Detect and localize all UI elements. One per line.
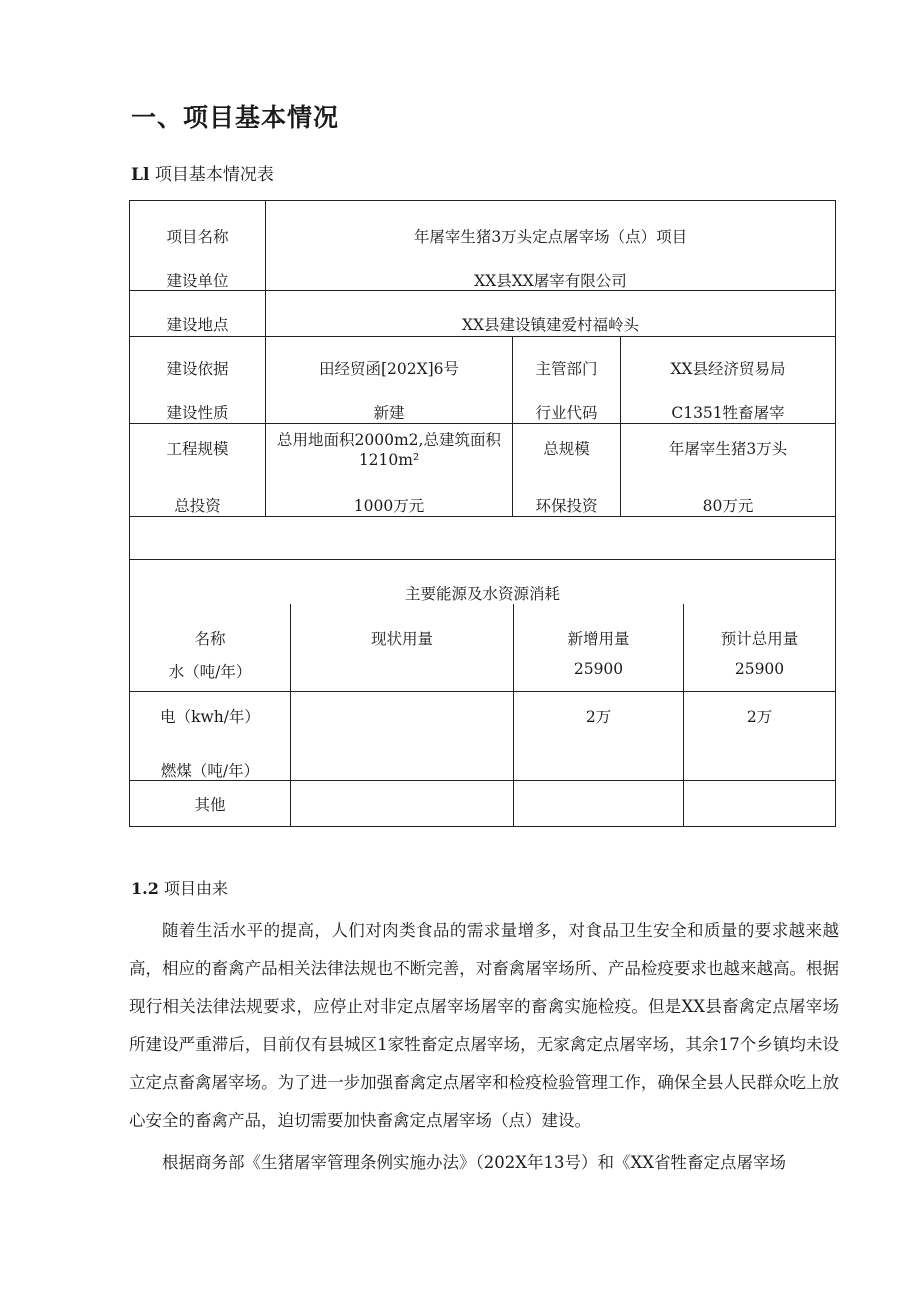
dept-label: 主管部门 [535,360,598,378]
investment-value: 1000万元 [353,497,425,515]
nature-value: 新建 [373,404,405,422]
total-scale-label: 总规模 [543,440,590,458]
dept-value: XX县经济贸易局 [670,360,786,378]
nature-label: 建设性质 [166,404,229,422]
unit-value: XX县XX屠宰有限公司 [474,272,627,290]
section-title: 项目由来 [163,879,228,898]
row-other-name: 其他 [194,796,226,814]
total-scale-value: 年屠宰生猪3万头 [668,440,788,458]
basis-value: 田经贸函[202X]6号 [318,360,460,378]
section-1-1-heading [131,160,274,185]
section-number: Ll [131,165,150,185]
col-name-header: 名称 [194,630,226,648]
section-1-2-heading [131,876,228,899]
row-water-total: 25900 [734,660,785,678]
section-title: 项目基本情况表 [154,165,274,185]
industry-label: 行业代码 [535,404,598,422]
unit-label: 建设单位 [166,272,229,290]
env-invest-label: 环保投资 [535,497,598,515]
row-power-total: 2万 [746,708,773,726]
paragraph-basis: 根据商务部《生猪屠宰管理条例实施办法》（202X年13号）和《XX省牲畜定点屠宰场 [162,1153,786,1172]
investment-label: 总投资 [174,497,221,515]
scale-value-line1: 总用地面积2000m2,总建筑面积 [277,431,501,449]
industry-value: C1351牲畜屠宰 [671,404,785,422]
paragraph-origin: 随着生活水平的提高，人们对肉类食品的需求量增多，对食品卫生安全和质量的要求越来越高，相应的畜禽产品相关法律法规也不断完善，对畜禽屠宰场所、产品检疫要求也越来越高。根据现行相关法律法规要求，应停止对非定点屠宰场屠宰的畜禽实施检疫。但是XX县畜禽定点屠宰场所建设严重滞后，目前仅有县城区1家牲畜定点屠宰场，无家禽定点屠宰场，其余17个乡镇均未设立定点畜禽屠宰场。为了进一步加强畜禽定点屠宰和检疫检验管理工作，确保全县人民群众吃上放心安全的畜禽产品，迫切需要加快畜禽定点屠宰场（点）建设。 [129,921,839,1130]
body-text [129,912,839,1182]
col-total-header: 预计总用量 [720,630,799,648]
row-water-new: 25900 [573,660,624,678]
row-coal-name: 燃煤（吨/年） [160,762,260,780]
project-name-label: 项目名称 [166,228,229,246]
row-water-name: 水（吨/年） [168,663,252,681]
scale-label: 工程规模 [166,440,229,458]
env-invest-value: 80万元 [702,497,754,515]
page-title: 一、项目基本情况 [131,103,340,132]
section-number: 1.2 [131,879,159,898]
basis-label: 建设依据 [166,360,229,378]
scale-value-line2: 1210m² [358,451,420,469]
energy-title: 主要能源及水资源消耗 [404,585,560,603]
project-name-value: 年屠宰生猪3万头定点屠宰场（点）项目 [413,228,688,246]
col-new-header: 新增用量 [567,630,630,648]
site-value: XX县建设镇建爱村福岭头 [461,316,640,334]
row-power-name: 电（kwh/年） [160,708,260,726]
site-label: 建设地点 [166,316,229,334]
row-power-new: 2万 [585,708,612,726]
col-current-header: 现状用量 [370,630,433,648]
